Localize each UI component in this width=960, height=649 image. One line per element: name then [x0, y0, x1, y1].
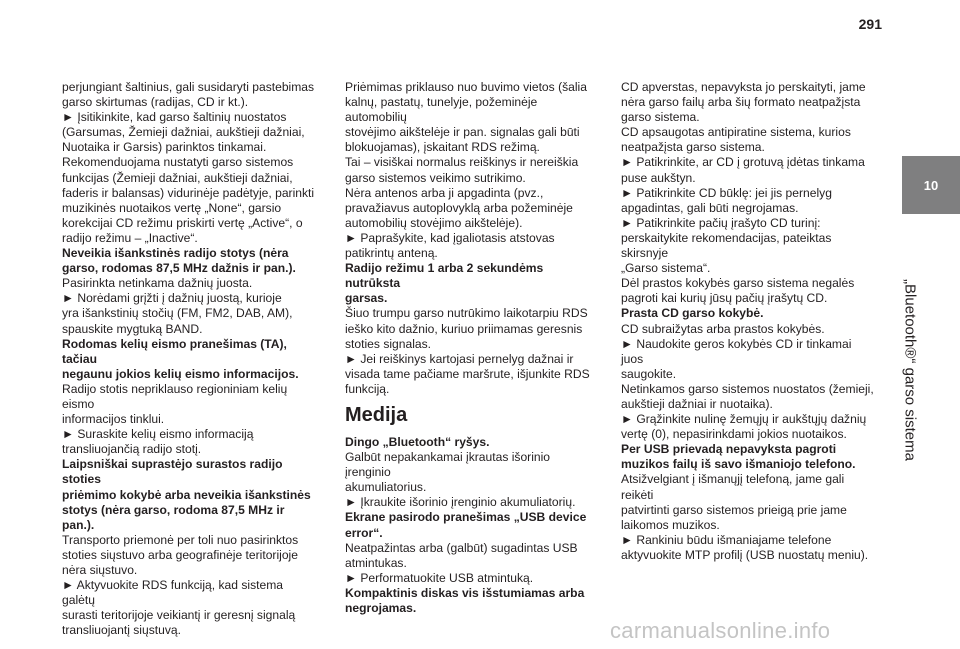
- text-column-1: [62, 80, 316, 638]
- text-line: muzikinės nuotaikos vertę „None“, garsio: [62, 200, 282, 215]
- text-line: ► Patikrinkite pačių įrašyto CD turinį:: [621, 215, 821, 230]
- text-line: funkcijas (Žemieji dažniai, aukštieji dažniai,: [62, 170, 293, 185]
- bold-line: Rodomas kelių eismo pranešimas (TA), tačiau: [62, 336, 287, 366]
- text-line: aukštieji dažniai ir nuotaika).: [621, 396, 773, 411]
- text-line: nėra garso failų arba šių formato neatpažįsta: [621, 95, 861, 110]
- chapter-title: „Bluetooth®“ garso sistema: [901, 279, 919, 461]
- text-line: CD apsaugotas antipiratine sistema, kurios: [621, 125, 851, 140]
- text-line: Nuotaika ir Garsis) parinktos tinkamai.: [62, 140, 267, 155]
- text-line: ieško kito dažnio, kuriuo priimamas geresnis: [345, 321, 583, 336]
- text-line: Pasirinkta netinkama dažnių juosta.: [62, 276, 253, 291]
- bold-line: garso, rodomas 87,5 MHz dažnis ir pan.).: [62, 261, 296, 276]
- bold-line: Kompaktinis diskas vis išstumiamas arba: [345, 585, 585, 600]
- text-line: ► Patikrinkite, ar CD į grotuvą įdėtas tinkama: [621, 155, 865, 170]
- text-line: neatpažįsta garso sistema.: [621, 140, 765, 155]
- text-line: laikomos muzikos.: [621, 517, 720, 532]
- bold-line: Prasta CD garso kokybė.: [621, 306, 764, 321]
- text-line: ► Rankiniu būdu išmaniajame telefone: [621, 532, 832, 547]
- text-column-2: [345, 80, 599, 616]
- text-line: garso sistemos veikimo sutrikimo.: [345, 170, 526, 185]
- text-line: spauskite mygtuką BAND.: [62, 321, 203, 336]
- text-line: aktyvuokite MTP profilį (USB nuostatų meniu).: [621, 547, 869, 562]
- text-line: saugokite.: [621, 366, 677, 381]
- text-line: ► Įsitikinkite, kad garso šaltinių nuostatos: [62, 110, 287, 125]
- text-line: Tai – visiškai normalus reiškinys ir nereiškia: [345, 155, 579, 170]
- text-line: Galbūt nepakankamai įkrautas išorinio įrenginio: [345, 450, 551, 480]
- bold-line: Per USB prievadą nepavyksta pagroti: [621, 442, 837, 457]
- text-line: Netinkamos garso sistemos nuostatos (žemieji,: [621, 381, 874, 396]
- text-line: yra išankstinių stočių (FM, FM2, DAB, AM),: [62, 306, 293, 321]
- bold-line: priėmimo kokybė arba neveikia išankstinės: [62, 487, 311, 502]
- text-line: stoties siųstuvo arba geografinėje teritorijoje: [62, 547, 298, 562]
- text-line: Neatpažintas arba (galbūt) sugadintas USB: [345, 540, 578, 555]
- text-line: Atsižvelgiant į išmanųjį telefoną, jame gali reikėti: [621, 472, 845, 502]
- bold-line: stotys (nėra garso, rodoma 87,5 MHz ir pan.).: [62, 502, 285, 532]
- text-line: garso sistema.: [621, 110, 700, 125]
- text-line: Rekomenduojama nustatyti garso sistemos: [62, 155, 294, 170]
- text-line: vertę (0), nepasirinkdami jokios nuotaikos.: [621, 427, 847, 442]
- text-line: ► Grąžinkite nulinę žemųjų ir aukštųjų dažnių: [621, 412, 867, 427]
- chapter-tab: [902, 156, 960, 214]
- text-line: faderis ir balansas) vidurinėje padėtyje, parinkti: [62, 185, 315, 200]
- bold-line: Ekrane pasirodo pranešimas „USB device: [345, 510, 587, 525]
- text-line: atmintukas.: [345, 555, 407, 570]
- bold-line: error“.: [345, 525, 383, 540]
- text-line: ► Aktyvuokite RDS funkciją, kad sistema galėtų: [62, 578, 284, 608]
- text-line: CD apverstas, nepavyksta jo perskaityti, jame: [621, 80, 866, 94]
- text-column-3: [621, 80, 875, 563]
- text-line: ► Norėdami grįžti į dažnių juostą, kurioje: [62, 291, 282, 306]
- text-line: nėra siųstuvo.: [62, 563, 138, 577]
- text-line: Transporto priemonė per toli nuo pasirinktos: [62, 532, 299, 547]
- text-line: akumuliatorius.: [345, 480, 427, 495]
- text-line: ► Suraskite kelių eismo informaciją: [62, 427, 254, 442]
- chapter-number: 10: [923, 177, 939, 193]
- text-line: perjungiant šaltinius, gali susidaryti pastebimas: [62, 80, 315, 94]
- text-line: „Garso sistema“.: [621, 261, 711, 276]
- text-line: transliuojantį siųstuvą.: [62, 623, 181, 638]
- text-line: garso skirtumas (radijas, CD ir kt.).: [62, 95, 249, 110]
- text-line: Šiuo trumpu garso nutrūkimo laikotarpiu RDS: [345, 306, 588, 321]
- text-line: patikrintų anteną.: [345, 246, 438, 261]
- bold-line: garsas.: [345, 291, 388, 306]
- text-line: (Garsumas, Žemieji dažniai, aukštieji dažniai,: [62, 125, 305, 140]
- text-line: transliuojančią radijo stotį.: [62, 442, 202, 457]
- text-line: surasti teritorijoje veikiantį ir geresnį signalą: [62, 608, 296, 623]
- bold-line: Neveikia išankstinės radijo stotys (nėra: [62, 246, 289, 261]
- page-number: 291: [858, 16, 882, 32]
- text-line: ► Paprašykite, kad įgaliotasis atstovas: [345, 230, 555, 245]
- text-line: korekcijai CD režimu priskirti vertę „Active“, o: [62, 215, 303, 230]
- text-line: perskaitykite rekomendacijas, pateiktas skirsnyje: [621, 230, 832, 261]
- text-line: puse aukštyn.: [621, 170, 696, 185]
- text-line: automobilių stovėjimo aikštelėje).: [345, 215, 523, 230]
- text-line: ► Patikrinkite CD būklę: jei jis pernelyg: [621, 185, 832, 200]
- text-line: stoties signalas.: [345, 336, 432, 351]
- section-heading: Medija: [345, 403, 408, 426]
- text-line: CD subraižytas arba prastos kokybės.: [621, 321, 825, 336]
- text-line: apgadintas, gali būti negrojamas.: [621, 200, 799, 215]
- bold-line: negaunu jokios kelių eismo informacijos.: [62, 366, 299, 381]
- text-line: ► Įkraukite išorinio įrenginio akumuliatorių.: [345, 495, 576, 510]
- text-line: kalnų, pastatų, tunelyje, požeminėje automobilių: [345, 95, 538, 125]
- chapter-side-title: [880, 240, 940, 500]
- text-line: funkciją.: [345, 381, 390, 396]
- bold-line: Dingo „Bluetooth“ ryšys.: [345, 434, 490, 449]
- bold-line: negrojamas.: [345, 601, 417, 615]
- text-line: stovėjimo aikštelėje ir pan. signalas gali būti: [345, 125, 580, 140]
- watermark: carmanualsonline.info: [610, 618, 831, 643]
- text-line: informacijos tinklui.: [62, 412, 165, 427]
- text-line: Nėra antenos arba ji apgadinta (pvz.,: [345, 185, 544, 200]
- text-line: pravažiavus autoplovyklą arba požeminėje: [345, 200, 573, 215]
- text-line: ► Naudokite geros kokybės CD ir tinkamai juos: [621, 336, 852, 366]
- bold-line: muzikos failų iš savo išmaniojo telefono.: [621, 457, 856, 472]
- text-line: ► Performatuokite USB atmintuką.: [345, 570, 534, 585]
- text-line: Priėmimas priklauso nuo buvimo vietos (šalia: [345, 80, 587, 94]
- text-line: patvirtinti garso sistemos prieigą prie jame: [621, 502, 847, 517]
- text-line: ► Jei reiškinys kartojasi pernelyg dažnai ir: [345, 351, 574, 366]
- text-line: Radijo stotis nepriklauso regioniniam kelių eismo: [62, 381, 288, 411]
- text-line: pagroti kai kurių jūsų pačių įrašytų CD.: [621, 291, 828, 306]
- bold-line: Laipsniškai suprastėjo surastos radijo stoties: [62, 457, 283, 487]
- bold-line: Radijo režimu 1 arba 2 sekundėms nutrūksta: [345, 261, 544, 291]
- text-line: blokuojamas), įskaitant RDS režimą.: [345, 140, 540, 155]
- text-line: radijo režimu – „Inactive“.: [62, 230, 198, 245]
- text-line: visada tame pačiame maršrute, išjunkite RDS: [345, 366, 590, 381]
- text-line: Dėl prastos kokybės garso sistema negalės: [621, 276, 855, 291]
